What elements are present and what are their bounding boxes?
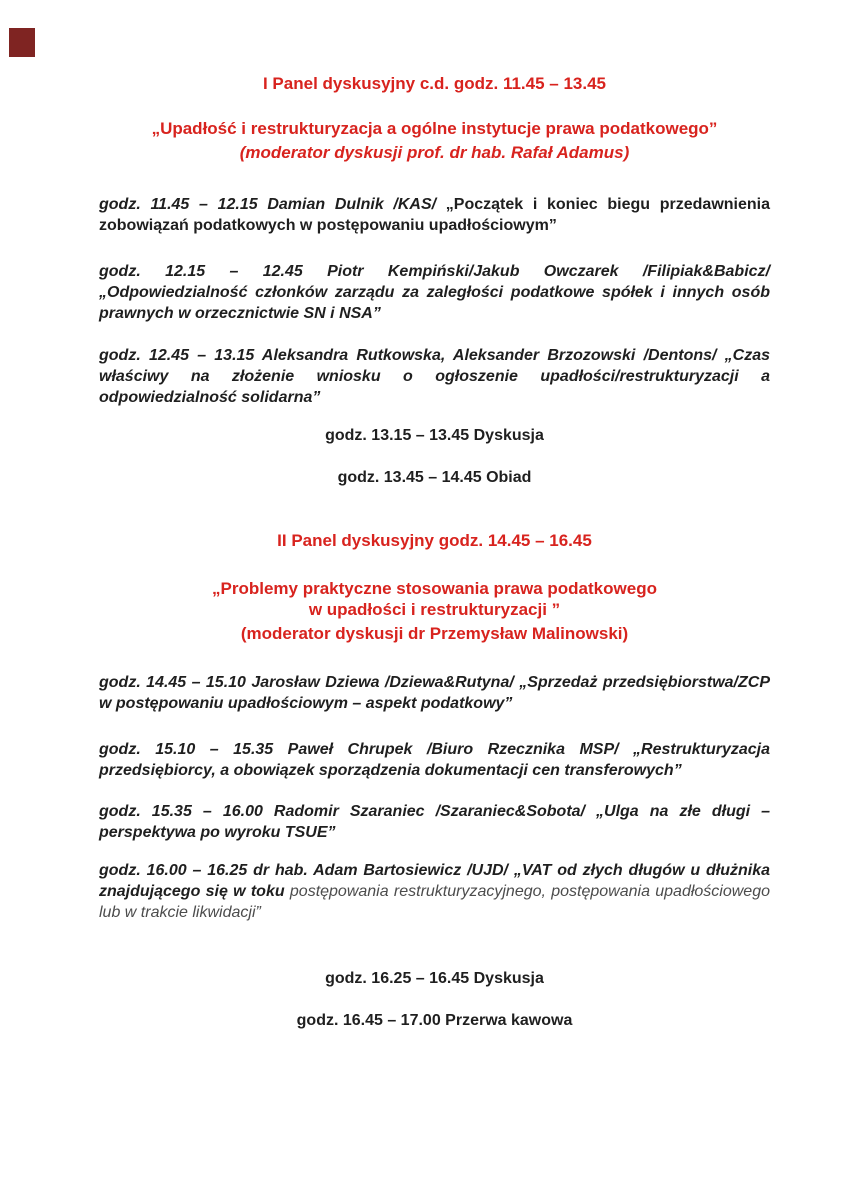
panel1-lunch: godz. 13.45 – 14.45 Obiad (337, 469, 532, 486)
panel2-talk-4-time-speaker: godz. 16.00 – 16.25 dr hab. Adam Bartosiewicz /UJD/ „VAT od złych długów u dłużnika znajdującego się w toku (99, 862, 770, 900)
panel1-talk-3: godz. 12.45 – 13.15 Aleksandra Rutkowska, Aleksander Brzozowski /Dentons/ „Czas właściwy na złożenie wniosku o ogłoszenie upadłości/restrukturyzacji a odpowiedzialność solidarna” (99, 347, 770, 406)
panel2-title-line2: w upadłości i restrukturyzacji ” (308, 600, 561, 619)
panel2-talk-2: godz. 15.10 – 15.35 Paweł Chrupek /Biuro Rzecznika MSP/ „Restrukturyzacja przedsiębiorcy, a obowiązek sporządzenia dokumentacji cen transferowych” (99, 741, 770, 779)
panel1-talk-1-topic: „Początek i koniec biegu przedawnienia zobowiązań podatkowych w postępowaniu upadłościowym” (99, 196, 770, 234)
panel1-talk-2: godz. 12.15 – 12.45 Piotr Kempiński/Jakub Owczarek /Filipiak&Babicz/ „Odpowiedzialność członków zarządu za zaległości podatkowe spółek i innych osób prawnych w orzecznictwie SN i NSA” (99, 263, 770, 322)
panel2-discussion: godz. 16.25 – 16.45 Dyskusja (325, 970, 544, 987)
panel2-heading: II Panel dyskusyjny godz. 14.45 – 16.45 (277, 531, 592, 550)
panel1-heading: I Panel dyskusyjny c.d. godz. 11.45 – 13.45 (262, 74, 606, 93)
panel2-coffee-break: godz. 16.45 – 17.00 Przerwa kawowa (296, 1012, 573, 1029)
panel1-moderator: (moderator dyskusji prof. dr hab. Rafał Adamus) (239, 143, 630, 162)
panel1-title: „Upadłość i restrukturyzacja a ogólne instytucje prawa podatkowego” (151, 119, 718, 138)
panel2-talk-3: godz. 15.35 – 16.00 Radomir Szaraniec /Szaraniec&Sobota/ „Ulga na złe długi – perspektywa po wyroku TSUE” (99, 803, 770, 841)
panel2-title-line1: „Problemy praktyczne stosowania prawa podatkowego (212, 579, 657, 598)
panel1-talk-1-time-speaker: godz. 11.45 – 12.15 Damian Dulnik /KAS/ (99, 196, 446, 213)
panel2-talk-1: godz. 14.45 – 15.10 Jarosław Dziewa /Dziewa&Rutyna/ „Sprzedaż przedsiębiorstwa/ZCP w postępowaniu upadłościowym – aspekt podatkowy” (99, 674, 770, 712)
panel2-talk-4 (99, 860, 770, 923)
panel2-moderator: (moderator dyskusji dr Przemysław Malinowski) (240, 624, 629, 643)
panel2-talk-4-topic-gray: postępowania restrukturyzacyjnego, postępowania upadłościowego lub w trakcie likwidacji” (99, 883, 770, 921)
panel1-talk-1 (99, 194, 770, 236)
panel1-discussion: godz. 13.15 – 13.45 Dyskusja (325, 427, 544, 444)
